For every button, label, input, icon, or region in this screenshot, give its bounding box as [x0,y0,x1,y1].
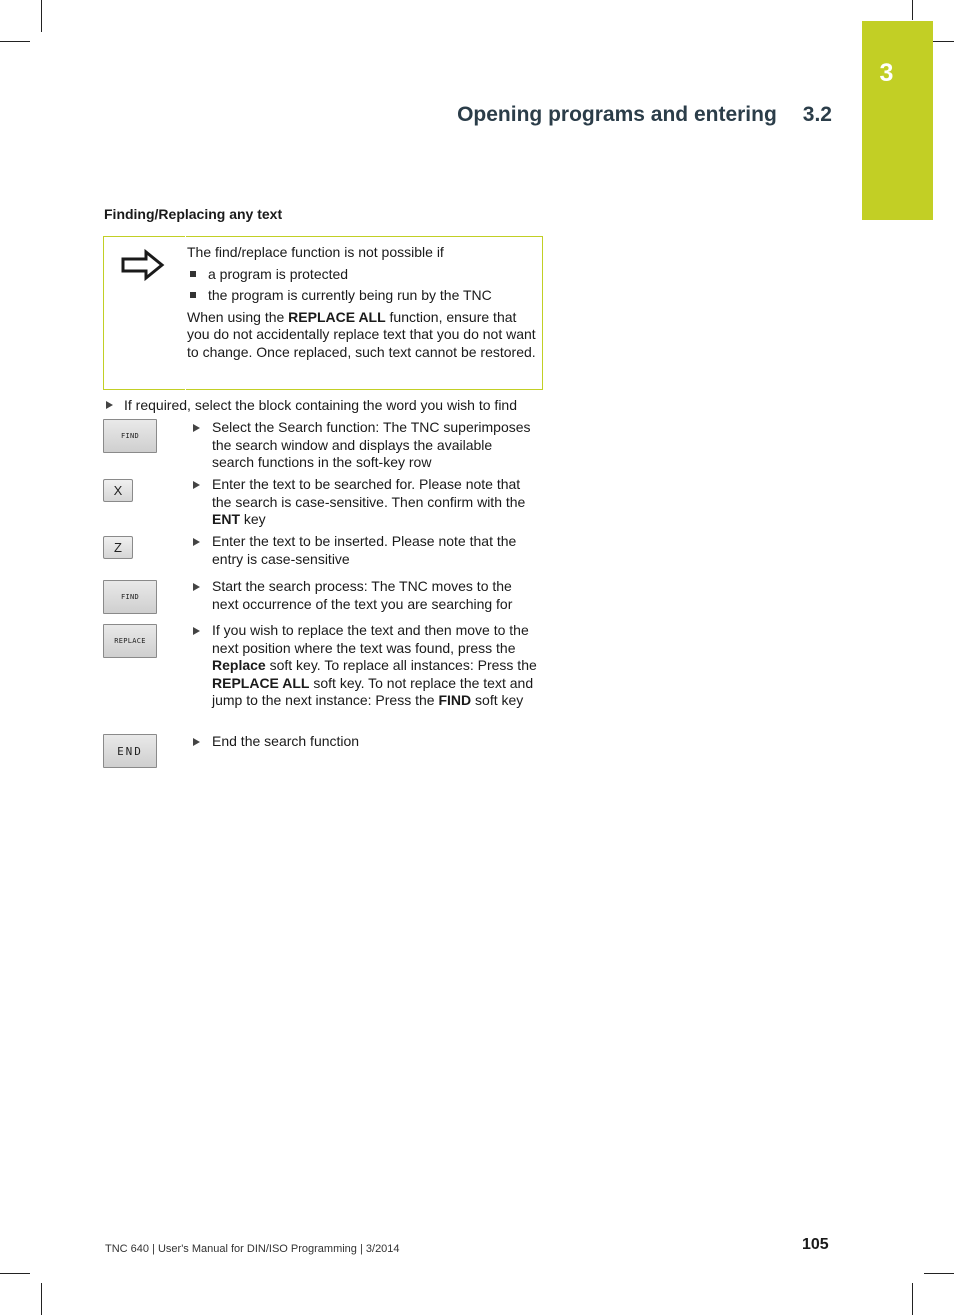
step-body: End the search function [212,733,360,749]
step-body-key: FIND [438,692,472,708]
running-head-section: 3.2 [802,103,832,126]
step-body-key: ENT [212,511,240,527]
intro-step-text: If required, select the block containing the word you wish to find [124,397,517,413]
crop-mark [912,1283,913,1315]
bullet-text: a program is protected [208,265,349,282]
step-body [212,622,538,710]
running-head [457,103,832,127]
step-text [193,533,538,568]
step-body-text: soft key. To not replace the text and jump to the next instance: Press the [212,674,534,708]
note-box [103,236,543,390]
page-number: 105 [802,1236,829,1253]
crop-mark [41,1283,42,1315]
crop-mark [41,0,42,32]
replace-softkey[interactable]: REPLACE [103,624,157,658]
crop-mark [0,1273,30,1274]
step-body-text: soft key. To replace all instances: Press the [265,657,537,673]
chapter-number: 3 [879,59,894,87]
step-body: Start the search process: The TNC moves to the next occurrence of the text you are searching for [212,578,513,612]
footer-text: TNC 640 | User's Manual for DIN/ISO Programming | 3/2014 [105,1243,400,1255]
note-warning-text: function, ensure that you do not accidentally replace text that you do not want to change. Once replaced, such text cannot be restored. [187,308,536,360]
end-softkey[interactable]: END [103,734,157,768]
note-warning [187,309,537,362]
step-text [193,578,538,613]
step-body-key: REPLACE ALL [212,674,310,691]
crop-mark [912,0,913,20]
step-arrow-icon [193,538,200,546]
x-key[interactable]: X [103,479,133,502]
note-warning-key: REPLACE ALL [288,308,386,325]
step-arrow-icon [193,481,200,489]
note-divider [185,236,186,390]
step-body-text: Enter the text to be searched for. Please note that the search is case-sensitive. Then confirm with the [212,476,526,510]
step-body [212,476,538,529]
list-item [187,287,537,305]
step-text [193,419,538,472]
step-text [193,733,538,751]
step-arrow-icon [193,627,200,635]
note-text [187,244,537,361]
step-body: Select the Search function: The TNC superimposes the search window and displays the available search functions in the soft-key row [212,419,531,470]
section-subheading: Finding/Replacing any text [104,206,283,222]
step-arrow-icon [106,401,113,409]
square-bullet-icon [190,292,196,298]
z-key[interactable]: Z [103,536,133,559]
arrow-right-icon [120,247,166,283]
crop-mark [924,1273,954,1274]
note-bullet-list [187,266,537,305]
chapter-tab [862,21,933,220]
step-arrow-icon [193,583,200,591]
running-head-title: Opening programs and entering [457,103,777,126]
step-body: Enter the text to be inserted. Please note that the entry is case-sensitive [212,533,517,567]
step-body-text: key [240,511,266,527]
crop-mark [0,41,30,42]
note-intro: The find/replace function is not possible if [187,244,444,260]
find-softkey[interactable]: FIND [103,419,157,453]
bullet-text: the program is currently being run by the TNC [208,287,492,303]
list-item [187,266,537,284]
step-arrow-icon [193,424,200,432]
intro-step [106,397,546,415]
square-bullet-icon [190,271,196,277]
step-text [193,622,538,710]
step-body-text: If you wish to replace the text and then move to the next position where the text was found, press the [212,622,529,656]
step-arrow-icon [193,738,200,746]
note-warning-text: When using the [187,308,289,325]
step-text [193,476,538,529]
step-body-key: Replace [212,657,266,673]
find-softkey[interactable]: FIND [103,580,157,614]
step-body-text: soft key [471,692,524,708]
